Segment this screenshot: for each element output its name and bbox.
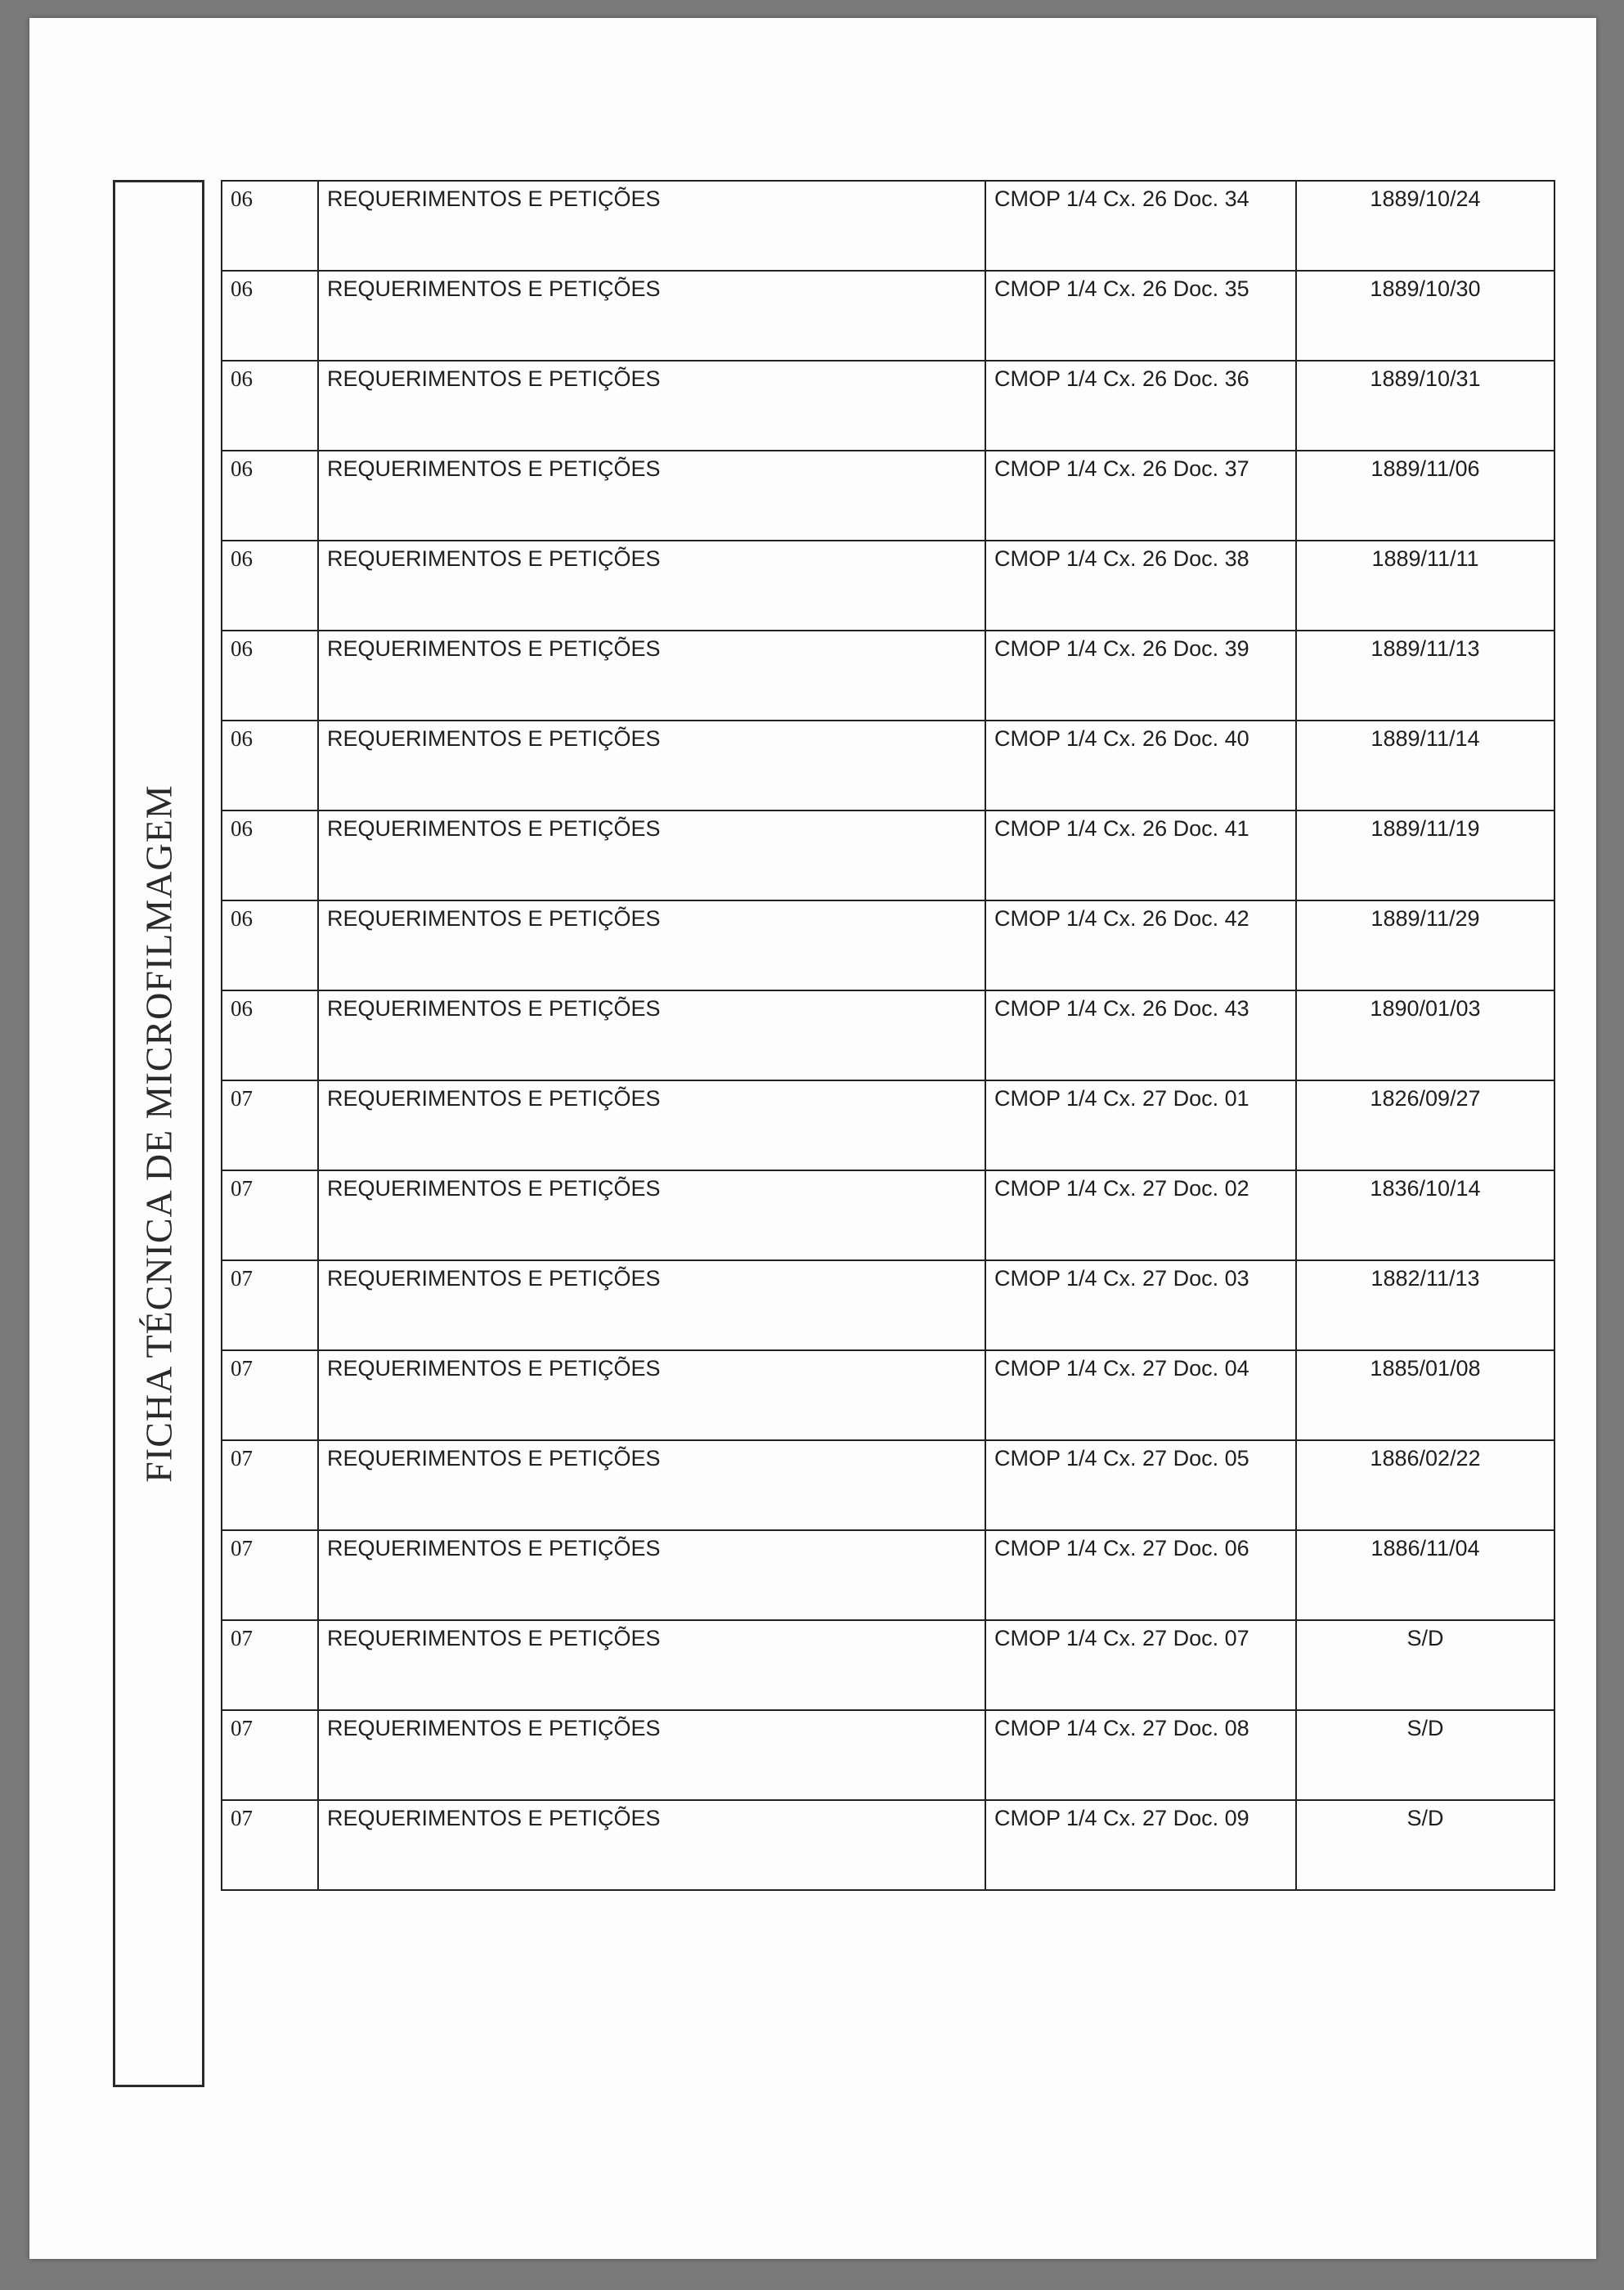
date-cell: 1885/01/08 xyxy=(1296,1350,1554,1440)
date-cell: 1889/10/30 xyxy=(1296,271,1554,361)
reference-cell: CMOP 1/4 Cx. 27 Doc. 01 xyxy=(985,1080,1296,1170)
box-number-cell: 06 xyxy=(222,361,318,451)
box-number-cell: 06 xyxy=(222,900,318,990)
description-cell: REQUERIMENTOS E PETIÇÕES xyxy=(318,1350,985,1440)
description-cell: REQUERIMENTOS E PETIÇÕES xyxy=(318,631,985,721)
description-cell: REQUERIMENTOS E PETIÇÕES xyxy=(318,900,985,990)
description-cell: REQUERIMENTOS E PETIÇÕES xyxy=(318,1260,985,1350)
description-cell: REQUERIMENTOS E PETIÇÕES xyxy=(318,721,985,810)
table-row xyxy=(222,1350,1554,1440)
date-cell: 1889/11/11 xyxy=(1296,541,1554,631)
box-number-cell: 06 xyxy=(222,990,318,1080)
date-cell: 1826/09/27 xyxy=(1296,1080,1554,1170)
side-title: FICHA TÉCNICA DE MICROFILMAGEM xyxy=(137,784,180,1483)
table-row xyxy=(222,181,1554,271)
date-cell: 1889/11/19 xyxy=(1296,810,1554,900)
table-row xyxy=(222,1620,1554,1710)
records-table xyxy=(221,180,1555,1891)
side-title-box xyxy=(113,180,204,2087)
date-cell: 1882/11/13 xyxy=(1296,1260,1554,1350)
table-row xyxy=(222,541,1554,631)
description-cell: REQUERIMENTOS E PETIÇÕES xyxy=(318,451,985,541)
date-cell: 1889/11/13 xyxy=(1296,631,1554,721)
table-row xyxy=(222,451,1554,541)
table-row xyxy=(222,631,1554,721)
box-number-cell: 06 xyxy=(222,631,318,721)
description-cell: REQUERIMENTOS E PETIÇÕES xyxy=(318,990,985,1080)
reference-cell: CMOP 1/4 Cx. 27 Doc. 08 xyxy=(985,1710,1296,1800)
box-number-cell: 07 xyxy=(222,1260,318,1350)
reference-cell: CMOP 1/4 Cx. 26 Doc. 42 xyxy=(985,900,1296,990)
reference-cell: CMOP 1/4 Cx. 27 Doc. 03 xyxy=(985,1260,1296,1350)
table-row xyxy=(222,1170,1554,1260)
table-row xyxy=(222,810,1554,900)
reference-cell: CMOP 1/4 Cx. 27 Doc. 02 xyxy=(985,1170,1296,1260)
description-cell: REQUERIMENTOS E PETIÇÕES xyxy=(318,1800,985,1890)
box-number-cell: 07 xyxy=(222,1080,318,1170)
box-number-cell: 06 xyxy=(222,181,318,271)
table-row xyxy=(222,1800,1554,1890)
reference-cell: CMOP 1/4 Cx. 26 Doc. 34 xyxy=(985,181,1296,271)
date-cell: 1886/11/04 xyxy=(1296,1530,1554,1620)
date-cell: 1886/02/22 xyxy=(1296,1440,1554,1530)
reference-cell: CMOP 1/4 Cx. 26 Doc. 40 xyxy=(985,721,1296,810)
table-row xyxy=(222,1530,1554,1620)
date-cell: 1890/01/03 xyxy=(1296,990,1554,1080)
description-cell: REQUERIMENTOS E PETIÇÕES xyxy=(318,361,985,451)
scanned-page xyxy=(29,18,1596,2259)
table-row xyxy=(222,1080,1554,1170)
description-cell: REQUERIMENTOS E PETIÇÕES xyxy=(318,1530,985,1620)
date-cell: S/D xyxy=(1296,1800,1554,1890)
box-number-cell: 07 xyxy=(222,1170,318,1260)
date-cell: 1889/11/29 xyxy=(1296,900,1554,990)
box-number-cell: 07 xyxy=(222,1530,318,1620)
table-row xyxy=(222,361,1554,451)
description-cell: REQUERIMENTOS E PETIÇÕES xyxy=(318,181,985,271)
box-number-cell: 06 xyxy=(222,271,318,361)
description-cell: REQUERIMENTOS E PETIÇÕES xyxy=(318,1170,985,1260)
reference-cell: CMOP 1/4 Cx. 26 Doc. 39 xyxy=(985,631,1296,721)
date-cell: S/D xyxy=(1296,1710,1554,1800)
description-cell: REQUERIMENTOS E PETIÇÕES xyxy=(318,810,985,900)
box-number-cell: 06 xyxy=(222,541,318,631)
reference-cell: CMOP 1/4 Cx. 26 Doc. 41 xyxy=(985,810,1296,900)
reference-cell: CMOP 1/4 Cx. 26 Doc. 36 xyxy=(985,361,1296,451)
description-cell: REQUERIMENTOS E PETIÇÕES xyxy=(318,1710,985,1800)
date-cell: 1889/11/06 xyxy=(1296,451,1554,541)
box-number-cell: 06 xyxy=(222,451,318,541)
description-cell: REQUERIMENTOS E PETIÇÕES xyxy=(318,271,985,361)
date-cell: 1889/10/24 xyxy=(1296,181,1554,271)
table-row xyxy=(222,1440,1554,1530)
box-number-cell: 07 xyxy=(222,1350,318,1440)
date-cell: 1889/11/14 xyxy=(1296,721,1554,810)
reference-cell: CMOP 1/4 Cx. 27 Doc. 06 xyxy=(985,1530,1296,1620)
reference-cell: CMOP 1/4 Cx. 27 Doc. 05 xyxy=(985,1440,1296,1530)
table-row xyxy=(222,900,1554,990)
date-cell: 1836/10/14 xyxy=(1296,1170,1554,1260)
table-row xyxy=(222,271,1554,361)
table-row xyxy=(222,1710,1554,1800)
description-cell: REQUERIMENTOS E PETIÇÕES xyxy=(318,1620,985,1710)
box-number-cell: 07 xyxy=(222,1620,318,1710)
reference-cell: CMOP 1/4 Cx. 27 Doc. 07 xyxy=(985,1620,1296,1710)
date-cell: S/D xyxy=(1296,1620,1554,1710)
box-number-cell: 06 xyxy=(222,721,318,810)
reference-cell: CMOP 1/4 Cx. 27 Doc. 09 xyxy=(985,1800,1296,1890)
reference-cell: CMOP 1/4 Cx. 27 Doc. 04 xyxy=(985,1350,1296,1440)
reference-cell: CMOP 1/4 Cx. 26 Doc. 35 xyxy=(985,271,1296,361)
description-cell: REQUERIMENTOS E PETIÇÕES xyxy=(318,541,985,631)
date-cell: 1889/10/31 xyxy=(1296,361,1554,451)
table-row xyxy=(222,990,1554,1080)
box-number-cell: 07 xyxy=(222,1440,318,1530)
box-number-cell: 07 xyxy=(222,1710,318,1800)
table-row xyxy=(222,721,1554,810)
description-cell: REQUERIMENTOS E PETIÇÕES xyxy=(318,1440,985,1530)
box-number-cell: 07 xyxy=(222,1800,318,1890)
box-number-cell: 06 xyxy=(222,810,318,900)
reference-cell: CMOP 1/4 Cx. 26 Doc. 43 xyxy=(985,990,1296,1080)
table-row xyxy=(222,1260,1554,1350)
records-table-body xyxy=(222,181,1554,1890)
description-cell: REQUERIMENTOS E PETIÇÕES xyxy=(318,1080,985,1170)
reference-cell: CMOP 1/4 Cx. 26 Doc. 37 xyxy=(985,451,1296,541)
reference-cell: CMOP 1/4 Cx. 26 Doc. 38 xyxy=(985,541,1296,631)
